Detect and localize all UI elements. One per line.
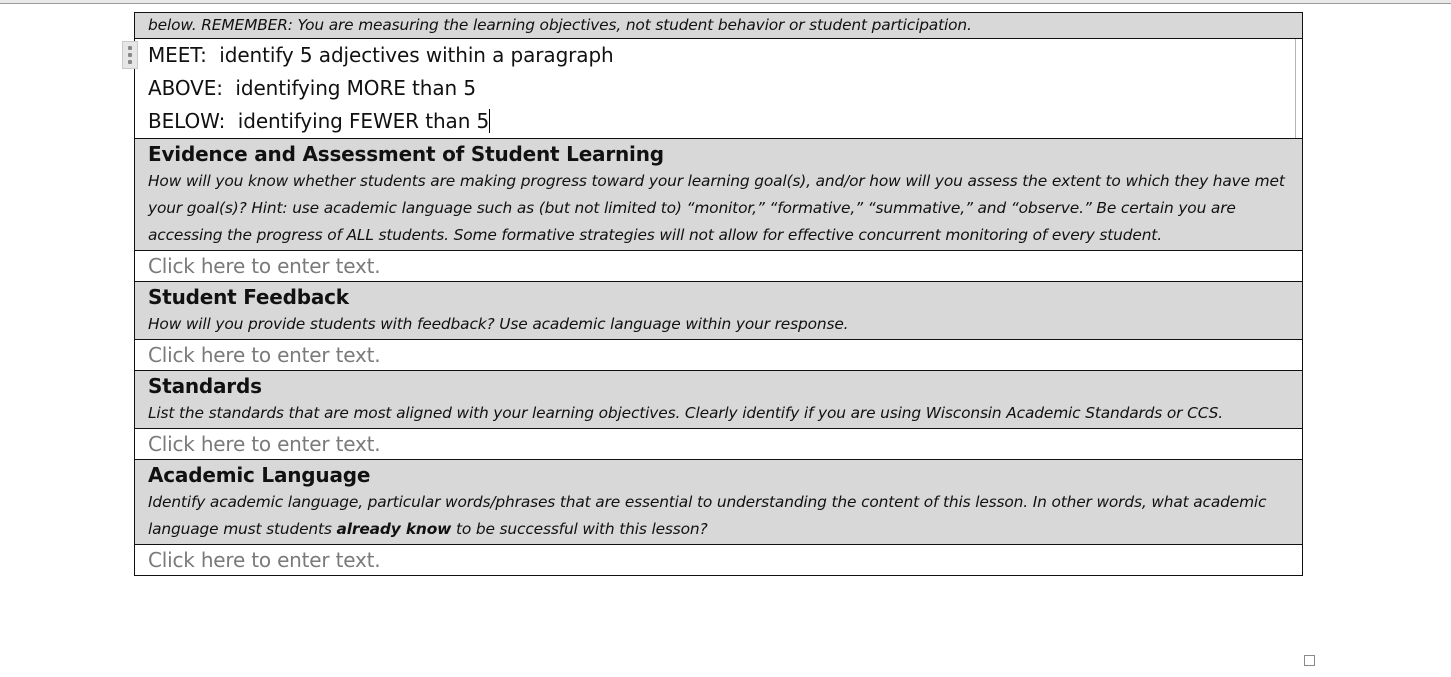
section-feedback-header: [135, 282, 1303, 340]
section-description: How will you provide students with feedback? Use academic language within your response.: [148, 315, 849, 333]
lesson-plan-table: [134, 12, 1303, 576]
objectives-cell[interactable]: [135, 39, 1303, 139]
window-top-edge: [0, 0, 1451, 4]
section-heading: Evidence and Assessment of Student Learning: [148, 142, 664, 166]
text-placeholder[interactable]: Click here to enter text.: [148, 432, 381, 456]
section-description: [148, 489, 1290, 543]
section-evidence-input[interactable]: [135, 251, 1303, 282]
section-academic-language-input[interactable]: [135, 545, 1303, 576]
section-standards-input[interactable]: [135, 429, 1303, 460]
description-emphasis: already know: [336, 520, 452, 538]
objectives-content[interactable]: [148, 39, 1296, 138]
section-heading: Student Feedback: [148, 285, 349, 309]
section-heading: Academic Language: [148, 463, 371, 487]
objective-above[interactable]: ABOVE: identifying MORE than 5: [148, 76, 476, 100]
section-standards-header: [135, 371, 1303, 429]
text-placeholder[interactable]: Click here to enter text.: [148, 343, 381, 367]
description-text-start: Identify academic language, particular words/phrases that are essential to understanding the content of this lesson. In other words, what academic language must students: [148, 493, 1267, 538]
objective-meet[interactable]: MEET: identify 5 adjectives within a paragraph: [148, 43, 614, 67]
intro-text: below. REMEMBER: You are measuring the learning objectives, not student behavior or student participation.: [148, 16, 972, 34]
move-handle-icon[interactable]: [122, 41, 138, 69]
description-text-end: to be successful with this lesson?: [451, 520, 708, 538]
section-heading: Standards: [148, 374, 262, 398]
section-academic-language-header: [135, 460, 1303, 545]
text-placeholder[interactable]: Click here to enter text.: [148, 548, 381, 572]
section-evidence-header: [135, 139, 1303, 251]
table-resize-handle-icon[interactable]: [1304, 655, 1315, 666]
objective-below-line[interactable]: [148, 105, 1295, 138]
text-cursor: [489, 109, 490, 133]
intro-cell: [135, 13, 1303, 39]
section-description: List the standards that are most aligned with your learning objectives. Clearly identify if you are using Wisconsin Academic Standards or CCS.: [148, 404, 1223, 422]
text-placeholder[interactable]: Click here to enter text.: [148, 254, 381, 278]
section-feedback-input[interactable]: [135, 340, 1303, 371]
section-description: How will you know whether students are making progress toward your learning goal(s), and/or how will you assess the extent to which they have met your goal(s)? Hint: use academic language such as (but not limited to) “monitor,” “formative,” “summative,” and “observe.” Be certain you are accessing the progress of ALL students. Some formative strategies will not allow for effective concurrent monitoring of every student.: [148, 172, 1285, 244]
objective-below[interactable]: BELOW: identifying FEWER than 5: [148, 109, 490, 133]
